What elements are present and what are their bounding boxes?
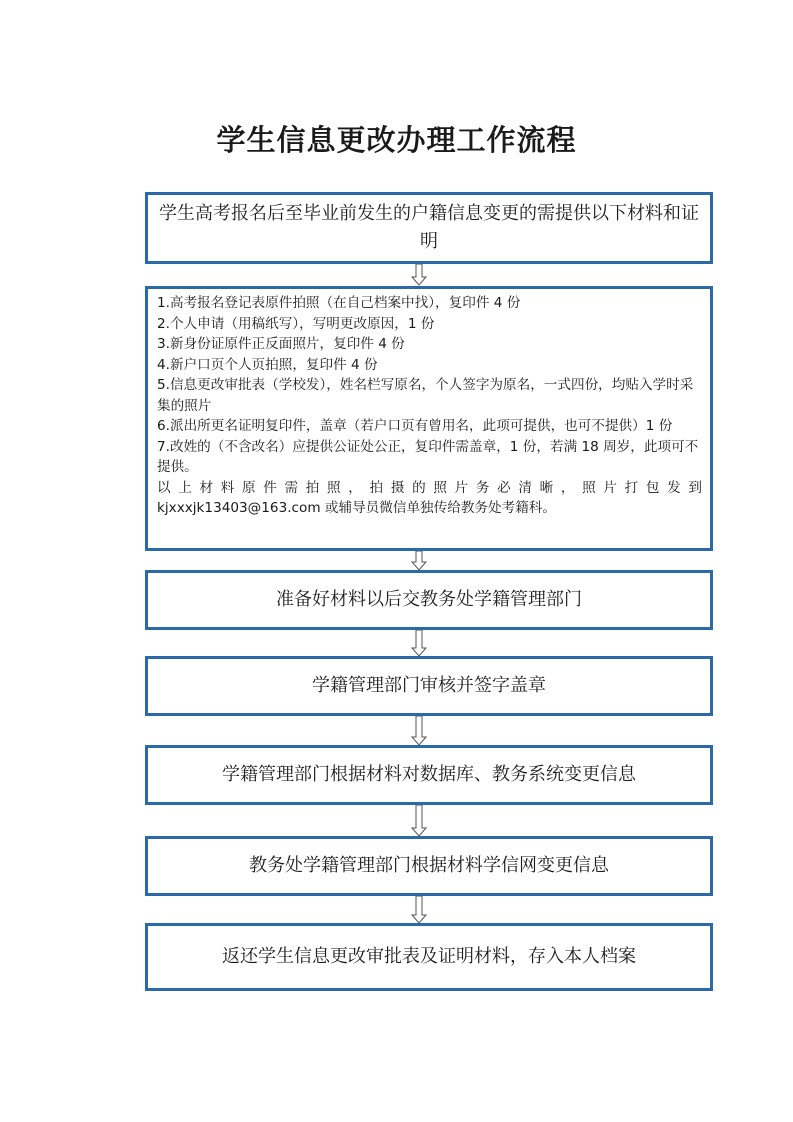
step-update-chsi-text: 教务处学籍管理部门根据材料学信网变更信息 [249,855,609,876]
flow-arrow-4 [411,716,427,746]
material-note-email: kjxxxjk13403@163.com 或辅导员微信单独传给教务处考籍科。 [157,500,556,516]
material-item-4: 4.新户口页个人页拍照，复印件 4 份 [157,356,378,373]
step-update-database-text: 学籍管理部门根据材料对数据库、教务系统变更信息 [222,764,636,785]
step-archive-text: 返还学生信息更改审批表及证明材料，存入本人档案 [222,946,636,967]
material-item-5: 5.信息更改审批表（学校发），姓名栏写原名，个人签字为原名，一式四份，均贴入学时采集的照片 [157,377,694,414]
step-review-text: 学籍管理部门审核并签字盖章 [312,675,546,696]
step-intro-text: 学生高考报名后至毕业前发生的户籍信息变更的需提供以下材料和证明 [159,203,699,252]
flow-step-update-chsi [145,836,713,896]
flow-arrow-1 [411,264,427,286]
material-item-6: 6.派出所更名证明复印件，盖章（若户口页有曾用名，此项可提供，也可不提供）1 份 [157,418,673,434]
flow-step-intro [145,192,713,264]
flow-step-update-database [145,745,713,805]
material-item-7: 7.改姓的（不含改名）应提供公证处公正，复印件需盖章，1 份，若满 18 周岁，此项可不提供。 [157,438,699,475]
flow-arrow-5 [411,805,427,837]
page-title: 学生信息更改办理工作流程 [216,123,577,157]
material-note: 以上材料原件需拍照，拍摄的照片务必清晰，照片打包发到 [157,479,702,496]
flow-step-review [145,656,713,716]
flow-arrow-3 [411,630,427,657]
flow-step-materials [145,286,713,551]
flow-arrow-2 [411,551,427,571]
flow-step-archive [145,923,713,991]
flow-arrow-6 [411,896,427,924]
material-item-2: 2.个人申请（用稿纸写），写明更改原因，1 份 [157,315,435,332]
step-submit-text: 准备好材料以后交教务处学籍管理部门 [276,589,582,610]
material-item-1: 1.高考报名登记表原件拍照（在自己档案中找），复印件 4 份 [157,295,521,311]
material-item-3: 3.新身份证原件正反面照片，复印件 4 份 [157,336,405,352]
flow-step-submit [145,570,713,630]
